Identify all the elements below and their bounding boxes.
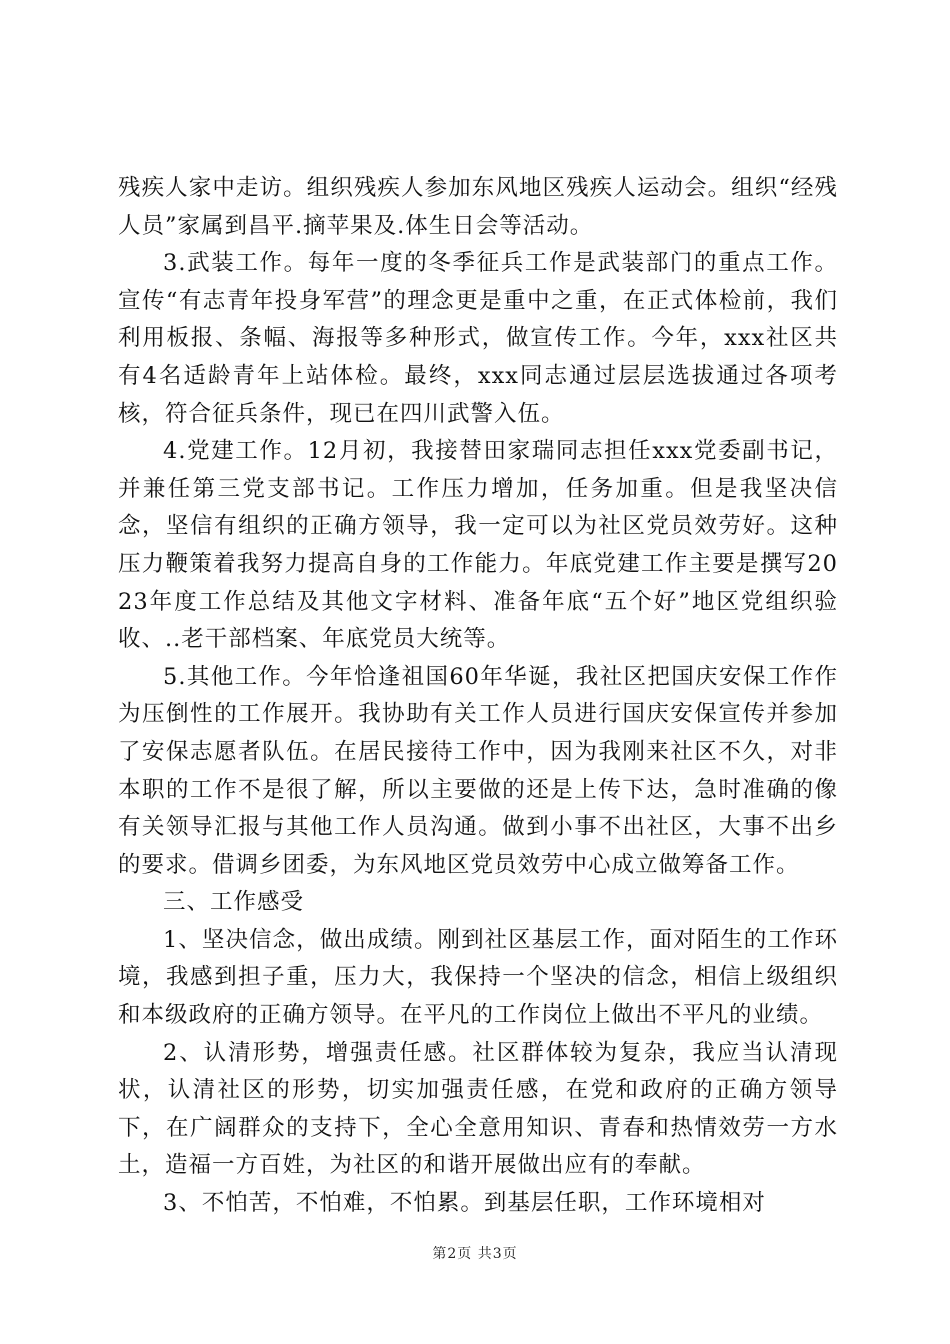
paragraph-continuation: 残疾人家中走访。组织残疾人参加东风地区残疾人运动会。组织“经残人员”家属到昌平.摘苹果及.体生日会等活动。 bbox=[118, 175, 838, 239]
paragraph-reflection-1: 1、坚决信念，做出成绩。刚到社区基层工作，面对陌生的工作环境，我感到担子重，压力大，我保持一个坚决的信念，相信上级组织和本级政府的正确方领导。在平凡的工作岗位上做出不平凡的业绩。 bbox=[118, 926, 838, 1029]
page-footer: 第2页 共3页 bbox=[432, 1246, 518, 1262]
paragraph-reflection-3: 3、不怕苦，不怕难，不怕累。到基层任职，工作环境相对 bbox=[163, 1190, 766, 1217]
section-heading-work-reflections: 三、工作感受 bbox=[163, 889, 305, 916]
paragraph-other-work: 5.其他工作。今年恰逢祖国60年华诞，我社区把国庆安保工作作为压倒性的工作展开。我协助有关工作人员进行国庆安保宣传并参加了安保志愿者队伍。在居民接待工作中，因为我刚来社区不久，对非本职的工作不是很了解，所以主要做的还是上传下达，急时准确的像有关领导汇报与其他工作人员沟通。做到小事不出社区，大事不出乡的要求。借调乡团委，为东风地区党员效劳中心成立做筹备工作。 bbox=[118, 663, 838, 878]
paragraph-reflection-2: 2、认清形势，增强责任感。社区群体较为复杂，我应当认清现状，认清社区的形势，切实加强责任感，在党和政府的正确方领导下，在广阔群众的支持下，全心全意用知识、青春和热情效劳一方水土，造福一方百姓，为社区的和谐开展做出应有的奉献。 bbox=[118, 1039, 838, 1179]
paragraph-armed-forces-work: 3.武装工作。每年一度的冬季征兵工作是武装部门的重点工作。宣传“有志青年投身军营”的理念更是重中之重，在正式体检前，我们利用板报、条幅、海报等多种形式，做宣传工作。今年，xxx社区共有4名适龄青年上站体检。最终，xxx同志通过层层选拔通过各项考核，符合征兵条件，现已在四川武警入伍。 bbox=[118, 250, 838, 427]
paragraph-party-building-work: 4.党建工作。12月初，我接替田家瑞同志担任xxx党委副书记，并兼任第三党支部书记。工作压力增加，任务加重。但是我坚决信念，坚信有组织的正确方领导，我一定可以为社区党员效劳好。这种压力鞭策着我努力提高自身的工作能力。年底党建工作主要是撰写2023年度工作总结及其他文字材料、准备年底“五个好”地区党组织验收、..老干部档案、年底党员大统等。 bbox=[118, 438, 838, 653]
document-body bbox=[118, 170, 838, 1223]
